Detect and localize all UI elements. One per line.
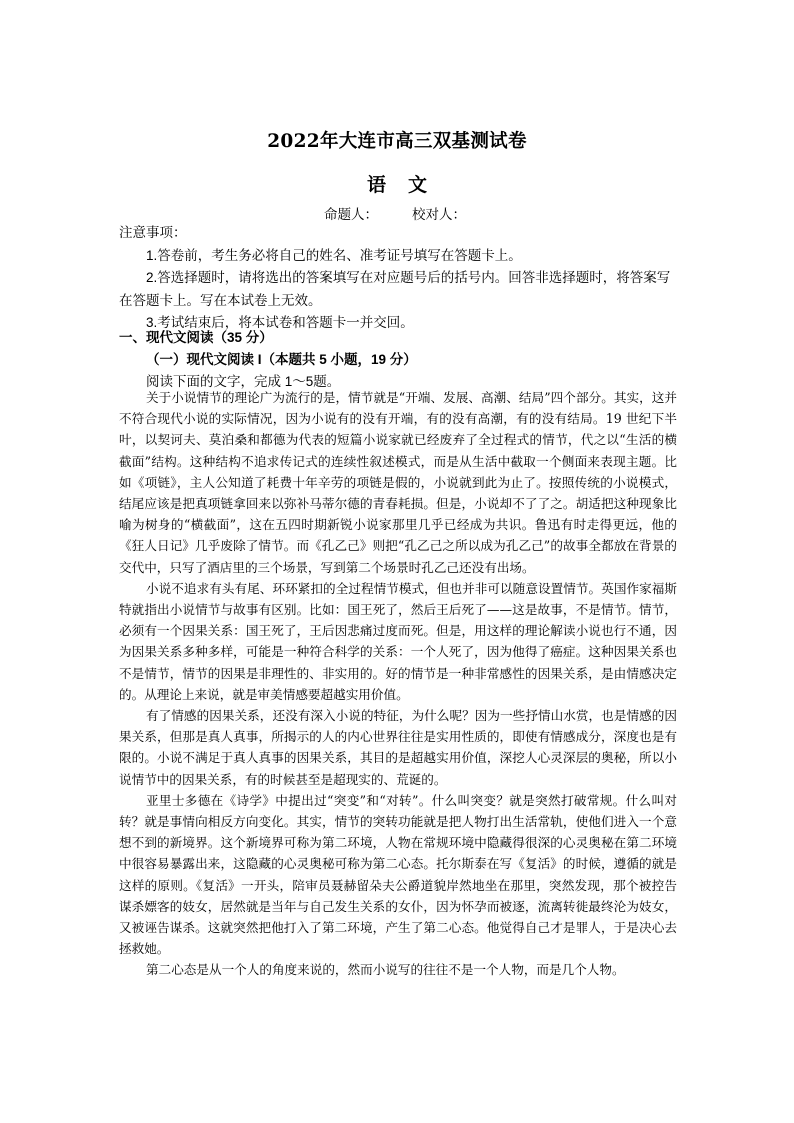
exam-title: 2022年大连市高三双基测试卷	[267, 131, 527, 152]
notes-heading: 注意事项：	[119, 225, 187, 240]
note-item: 3.考试结束后，将本试卷和答题卡一并交回。	[146, 315, 414, 330]
subsection-heading: （一）现代文阅读 I（本题共 5 小题，19 分）	[146, 352, 417, 367]
passage-paragraph: 第二心态是从一个人的角度来说的，然而小说写的往往不是一个人物，而是几个人物。	[146, 962, 625, 978]
reading-passage	[119, 387, 677, 981]
reviewer-label: 校对人：	[412, 207, 466, 223]
passage-paragraph: 小说不追求有头有尾、环环紧扣的全过程情节模式，但也并非可以随意设置情节。英国作家福斯特就指出小说情节与故事有区别。比如：国王死了，然后王后死了——这是故事，不是情节。情节，必须有一个因果关系：国王死了，王后因悲痛过度而死。但是，用这样的理论解读小说也行不通，因为因果关系多种多样，可能是一种符合科学的关系：一个人死了，因为他得了癌症。这种因果关系也不是情节，情节的因果是非理性的、非实用的。好的情节是一种非常感性的因果关系，是由情感决定的。从理论上来说，就是审美情感要超越实用价值。	[119, 580, 677, 702]
roles-line	[324, 203, 466, 223]
passage-paragraph: 亚里士多德在《诗学》中提出过“突变”和“对转”。什么叫突变？就是突然打破常规。什么叫对转？就是事情向相反方向变化。其实，情节的突转功能就是把人物打出生活常轨，使他们进入一个意想不到的新境界。这个新境界可称为第二环境，人物在常规环境中隐藏得很深的心灵奥秘在第二环境中很容易暴露出来，这隐藏的心灵奥秘可称为第二心态。托尔斯泰在写《复活》的时候，遵循的就是这样的原则。《复活》一开头，陪审员聂赫留朵夫公爵道貌岸然地坐在那里，突然发现，那个被控告谋杀嫖客的妓女，居然就是当年与自己发生关系的女仆，因为怀孕而被逐，流离转徙最终沦为妓女，又被诬告谋杀。这就突然把他打入了第二环境，产生了第二心态。他觉得自己才是罪人，于是决心去拯救她。	[119, 792, 677, 957]
passage-paragraph: 关于小说情节的理论广为流行的是，情节就是“开端、发展、高潮、结局”四个部分。其实，这并不符合现代小说的实际情况，因为小说有的没有开端，有的没有高潮，有的没有结局。19 世纪下半叶，以契诃夫、莫泊桑和都德为代表的短篇小说家就已经废弃了全过程式的情节，代之以“生活的横截面”结构。这种结构不追求传记式的连续性叙述模式，而是从生活中截取一个侧面来表现主题。比如《项链》，主人公知道了耗费十年辛劳的项链是假的，小说就到此为止了。按照传统的小说模式，结尾应该是把真项链拿回来以弥补马蒂尔德的青春耗损。但是，小说却不了了之。胡适把这种现象比喻为树身的“横截面”，这在五四时期新锐小说家那里几乎已经成为共识。鲁迅有时走得更远，他的《狂人日记》几乎废除了情节。而《孔乙己》则把“孔乙己之所以成为孔乙己”的故事全都放在背景的交代中，只写了酒店里的三个场景，写到第二个场景时孔乙己还没有出场。	[119, 390, 677, 575]
note-item: 2.答选择题时，请将选出的答案填写在对应题号后的括号内。回答非选择题时，将答案写在答题卡上。写在本试卷上无效。	[119, 270, 671, 308]
note-item: 1.答卷前，考生务必将自己的姓名、准考证号填写在答题卡上。	[146, 247, 522, 263]
author-label: 命题人：	[324, 207, 378, 223]
section-heading: 一、现代文阅读（35 分）	[119, 330, 273, 345]
notes-block	[119, 222, 679, 335]
subject-title: 语文	[366, 174, 449, 196]
reading-instruction: 阅读下面的文字，完成 1～5题。	[146, 374, 341, 389]
passage-paragraph: 有了情感的因果关系，还没有深入小说的特征，为什么呢？因为一些抒情山水赏，也是情感的因果关系，但那是真人真事，所揭示的人的内心世界往往是实用性质的，即使有情感成分，深度也是有限的。小说不满足于真人真事的因果关系，其目的是超越实用价值，深挖人心灵深层的奥秘，所以小说情节中的因果关系，有的时候甚至是超现实的、荒诞的。	[119, 708, 677, 787]
